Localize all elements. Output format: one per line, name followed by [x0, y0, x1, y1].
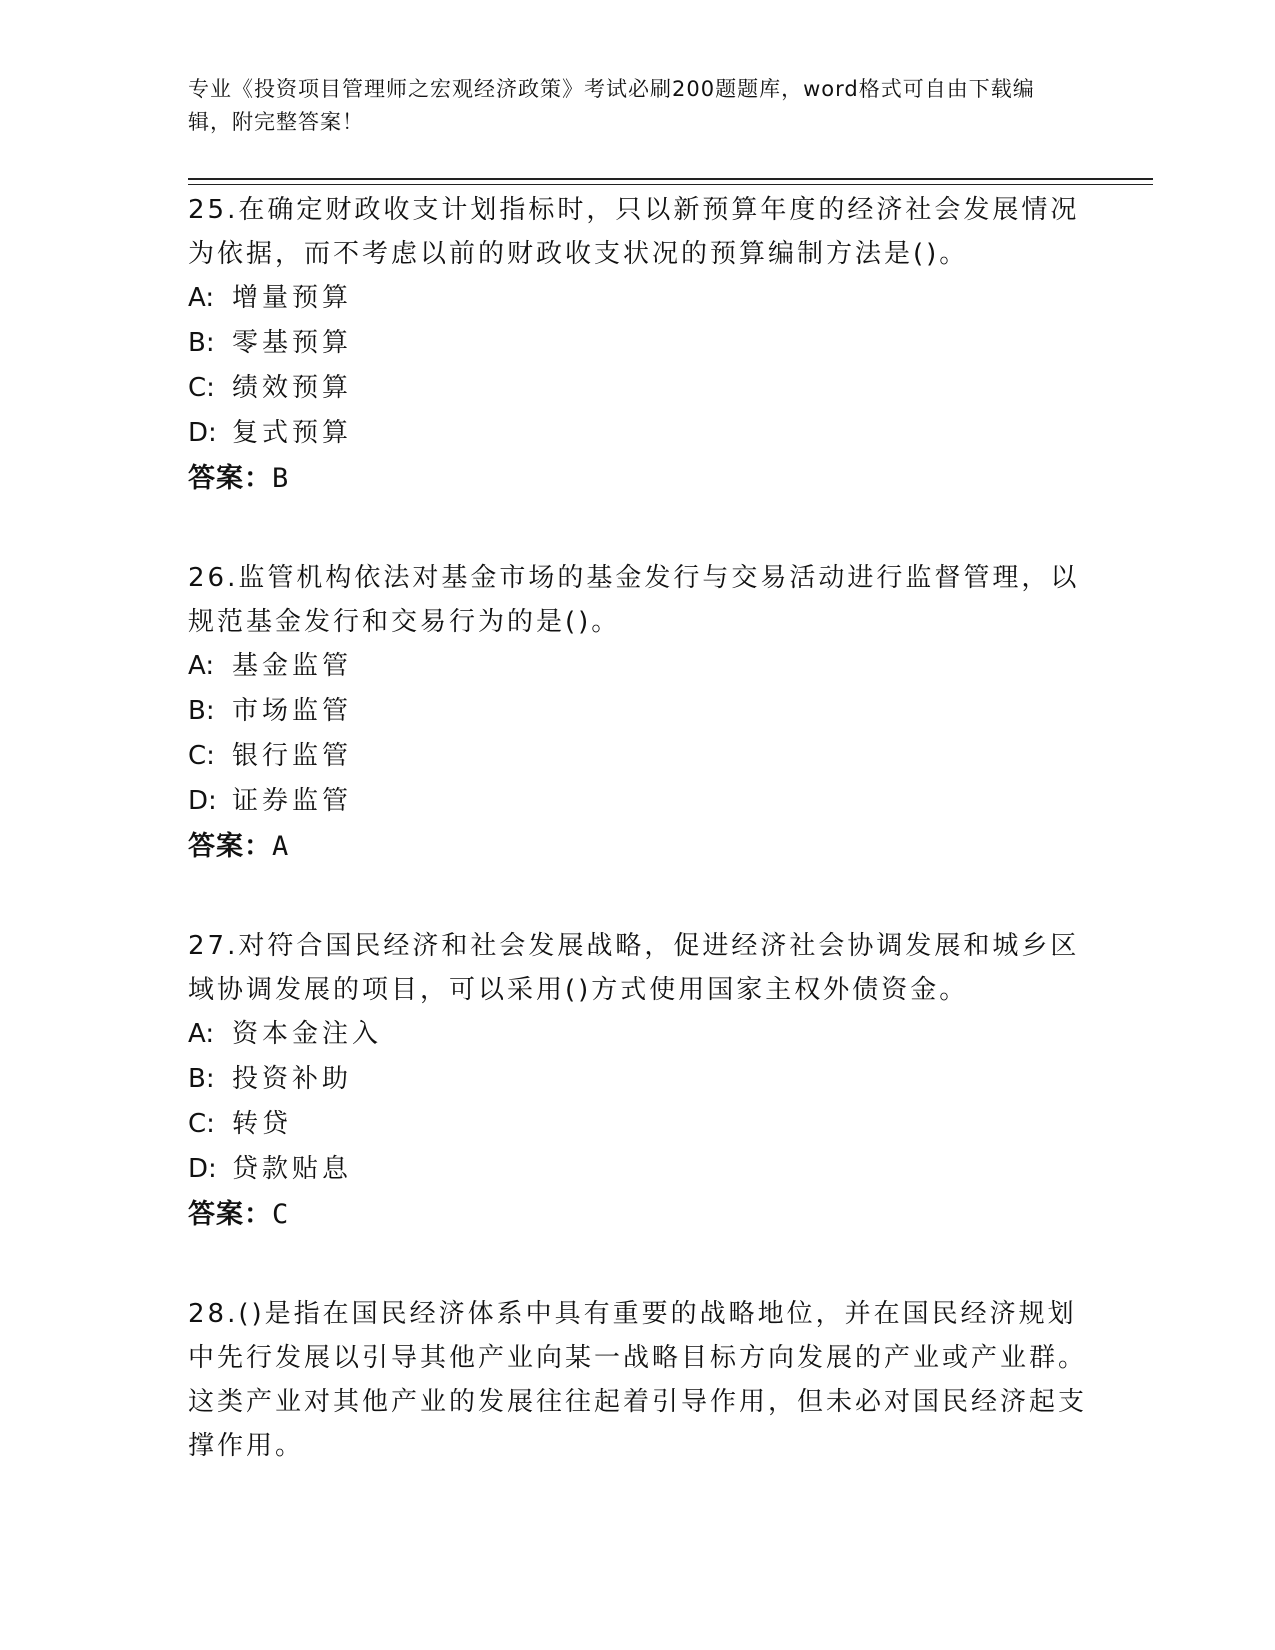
option-text: 证券监管: [232, 786, 353, 816]
option-c: [188, 734, 1088, 779]
option-text: 零基预算: [232, 328, 353, 358]
answer-line: [188, 824, 1088, 870]
document-header: 专业《投资项目管理师之宏观经济政策》考试必刷200题题库，word格式可自由下载编辑，附完整答案！: [188, 77, 1035, 134]
option-d: [188, 1147, 1088, 1192]
option-key: C:: [188, 741, 215, 771]
question-stem: 26.监管机构依法对基金市场的基金发行与交易活动进行监督管理，以规范基金发行和交易行为的是()。: [188, 563, 1080, 637]
option-a: [188, 276, 1088, 321]
option-text: 投资补助: [232, 1064, 353, 1094]
question-list: [188, 188, 1088, 1468]
answer-value: B: [272, 463, 290, 494]
option-text: 基金监管: [232, 651, 353, 681]
option-text: 贷款贴息: [232, 1154, 353, 1184]
answer-line: [188, 1192, 1088, 1238]
option-key: B:: [188, 1064, 215, 1094]
option-text: 市场监管: [232, 696, 353, 726]
option-c: [188, 1102, 1088, 1147]
question-stem: 27.对符合国民经济和社会发展战略，促进经济社会协调发展和城乡区域协调发展的项目，可以采用()方式使用国家主权外债资金。: [188, 931, 1080, 1005]
option-text: 资本金注入: [232, 1019, 383, 1049]
header-divider-thin: [188, 184, 1153, 185]
option-key: C:: [188, 373, 215, 403]
option-d: [188, 411, 1088, 456]
option-key: A:: [188, 1019, 215, 1049]
answer-value: C: [272, 1199, 290, 1230]
option-key: B:: [188, 328, 215, 358]
answer-label: 答案：: [188, 1199, 272, 1230]
option-key: D:: [188, 786, 217, 816]
option-a: [188, 1012, 1088, 1057]
question-27: [188, 924, 1088, 1238]
question-26: [188, 556, 1088, 870]
option-a: [188, 644, 1088, 689]
option-d: [188, 779, 1088, 824]
answer-line: [188, 456, 1088, 502]
option-key: B:: [188, 696, 215, 726]
option-b: [188, 321, 1088, 366]
header-divider: [188, 178, 1153, 180]
option-key: D:: [188, 418, 217, 448]
question-stem: 25.在确定财政收支计划指标时，只以新预算年度的经济社会发展情况为依据，而不考虑以前的财政收支状况的预算编制方法是()。: [188, 195, 1080, 269]
question-25: [188, 188, 1088, 502]
option-key: C:: [188, 1109, 215, 1139]
option-key: A:: [188, 283, 215, 313]
option-c: [188, 366, 1088, 411]
option-text: 绩效预算: [232, 373, 353, 403]
option-key: A:: [188, 651, 215, 681]
question-stem: 28.()是指在国民经济体系中具有重要的战略地位，并在国民经济规划中先行发展以引导其他产业向某一战略目标方向发展的产业或产业群。这类产业对其他产业的发展往往起着引导作用，但未必对国民经济起支撑作用。: [188, 1299, 1088, 1461]
option-b: [188, 689, 1088, 734]
option-text: 复式预算: [232, 418, 353, 448]
option-text: 银行监管: [232, 741, 353, 771]
option-text: 增量预算: [232, 283, 353, 313]
answer-label: 答案：: [188, 831, 272, 862]
option-b: [188, 1057, 1088, 1102]
question-28: [188, 1292, 1088, 1468]
option-key: D:: [188, 1154, 217, 1184]
answer-label: 答案：: [188, 463, 272, 494]
answer-value: A: [272, 831, 290, 862]
option-text: 转贷: [232, 1109, 293, 1139]
